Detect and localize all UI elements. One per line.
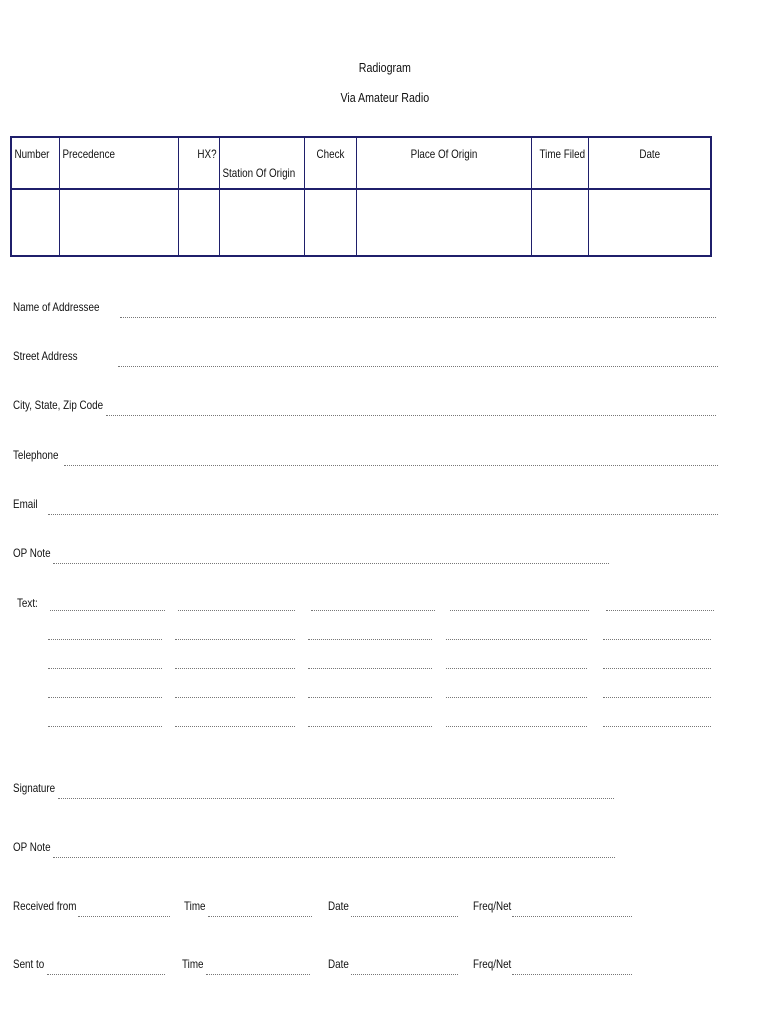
street-input[interactable] — [118, 349, 718, 367]
check-cell — [304, 189, 356, 256]
time-filed-cell — [531, 189, 588, 256]
precedence-input[interactable] — [60, 190, 178, 255]
col-check-label: Check — [316, 147, 344, 161]
date-input[interactable] — [589, 190, 711, 255]
place-of-origin-input[interactable] — [357, 190, 531, 255]
text-word-input[interactable] — [446, 683, 587, 698]
sent-date-input[interactable] — [351, 957, 458, 975]
addressee-label: Name of Addressee — [13, 300, 100, 314]
text-word-input[interactable] — [606, 596, 714, 611]
text-word-input[interactable] — [603, 654, 711, 669]
received-date-label: Date — [328, 899, 349, 913]
received-time-row — [184, 899, 210, 913]
precedence-cell — [59, 189, 178, 256]
text-word-input[interactable] — [48, 625, 162, 640]
text-label: Text: — [17, 596, 38, 610]
col-hx — [178, 137, 219, 189]
street-row — [13, 349, 92, 363]
received-time-label: Time — [184, 899, 206, 913]
addressee-row — [13, 300, 118, 314]
sent-freq-label: Freq/Net — [473, 957, 512, 971]
op-note-2-label: OP Note — [13, 840, 51, 854]
table-header-row — [11, 137, 711, 189]
op-note-1-input[interactable] — [53, 546, 609, 564]
text-word-input[interactable] — [50, 596, 165, 611]
text-word-input[interactable] — [603, 683, 711, 698]
email-label: Email — [13, 497, 38, 511]
text-word-input[interactable] — [311, 596, 435, 611]
text-word-input[interactable] — [308, 654, 432, 669]
received-date-input[interactable] — [351, 899, 458, 917]
received-time-input[interactable] — [208, 899, 312, 917]
check-input[interactable] — [305, 190, 356, 255]
col-station-of-origin-label: Station Of Origin — [221, 166, 295, 180]
text-word-input[interactable] — [308, 683, 432, 698]
text-word-input[interactable] — [446, 654, 587, 669]
number-cell — [11, 189, 59, 256]
telephone-input[interactable] — [64, 448, 718, 466]
op-note-1-row — [13, 546, 59, 560]
text-word-input[interactable] — [175, 625, 295, 640]
received-from-input[interactable] — [78, 899, 170, 917]
sent-time-input[interactable] — [206, 957, 310, 975]
text-word-input[interactable] — [178, 596, 295, 611]
text-word-input[interactable] — [446, 625, 587, 640]
text-word-input[interactable] — [175, 712, 295, 727]
col-precedence-label: Precedence — [61, 147, 115, 161]
preamble-table — [10, 136, 712, 257]
sent-to-row — [13, 957, 51, 971]
text-word-input[interactable] — [450, 596, 589, 611]
text-word-input[interactable] — [603, 625, 711, 640]
received-freq-input[interactable] — [512, 899, 632, 917]
col-date — [588, 137, 711, 189]
signature-label: Signature — [13, 781, 56, 795]
time-filed-input[interactable] — [532, 190, 588, 255]
text-word-input[interactable] — [48, 712, 162, 727]
op-note-1-label: OP Note — [13, 546, 51, 560]
sent-to-label: Sent to — [13, 957, 45, 971]
col-hx-label: HX? — [196, 147, 217, 161]
date-cell — [588, 189, 711, 256]
addressee-input[interactable] — [120, 300, 716, 318]
text-word-input[interactable] — [175, 683, 295, 698]
sent-to-input[interactable] — [47, 957, 165, 975]
col-station-of-origin — [219, 137, 304, 189]
received-date-row — [328, 899, 353, 913]
email-input[interactable] — [48, 497, 718, 515]
col-date-label: Date — [638, 147, 660, 161]
sent-time-label: Time — [182, 957, 204, 971]
sent-date-label: Date — [328, 957, 349, 971]
text-word-input[interactable] — [308, 625, 432, 640]
op-note-2-input[interactable] — [53, 840, 615, 858]
signature-row — [13, 781, 64, 795]
col-time-filed — [531, 137, 588, 189]
station-of-origin-input[interactable] — [220, 190, 304, 255]
sent-freq-input[interactable] — [512, 957, 632, 975]
text-word-input[interactable] — [603, 712, 711, 727]
text-word-input[interactable] — [48, 654, 162, 669]
text-word-input[interactable] — [175, 654, 295, 669]
telephone-label: Telephone — [13, 448, 59, 462]
col-time-filed-label: Time Filed — [539, 147, 585, 161]
form-title: Radiogram — [358, 60, 411, 75]
city-input[interactable] — [106, 398, 716, 416]
sent-time-row — [182, 957, 208, 971]
col-place-of-origin-label: Place Of Origin — [410, 147, 477, 161]
col-number — [11, 137, 59, 189]
form-subtitle: Via Amateur Radio — [340, 90, 430, 105]
col-precedence — [59, 137, 178, 189]
received-from-label: Received from — [13, 899, 77, 913]
signature-input[interactable] — [58, 781, 614, 799]
col-check — [304, 137, 356, 189]
place-of-origin-cell — [356, 189, 531, 256]
email-row — [13, 497, 43, 511]
telephone-row — [13, 448, 68, 462]
station-of-origin-cell — [219, 189, 304, 256]
number-input[interactable] — [12, 190, 59, 255]
sent-date-row — [328, 957, 353, 971]
col-number-label: Number — [14, 147, 50, 161]
op-note-2-row — [13, 840, 59, 854]
received-freq-label: Freq/Net — [473, 899, 512, 913]
hx-input[interactable] — [179, 190, 219, 255]
street-label: Street Address — [13, 349, 78, 363]
text-word-input[interactable] — [48, 683, 162, 698]
hx-cell — [178, 189, 219, 256]
text-word-input[interactable] — [446, 712, 587, 727]
text-word-input[interactable] — [308, 712, 432, 727]
table-entry-row — [11, 189, 711, 256]
col-place-of-origin — [356, 137, 531, 189]
city-label: City, State, Zip Code — [13, 398, 104, 412]
